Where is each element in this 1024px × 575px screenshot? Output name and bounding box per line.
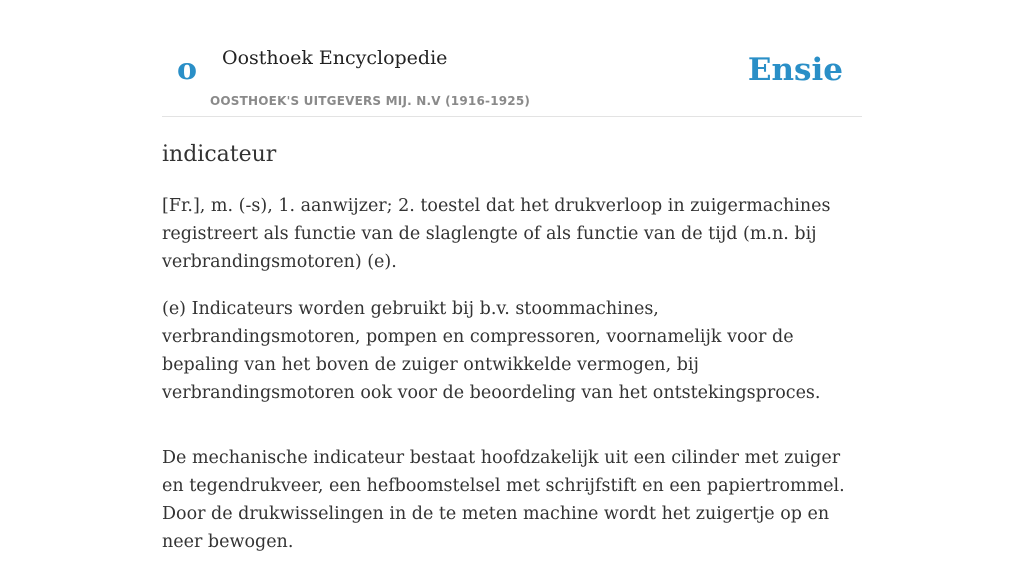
- brand-logo[interactable]: Ensie: [747, 52, 843, 88]
- page-title: indicateur: [162, 142, 277, 167]
- source-logo[interactable]: o: [177, 52, 198, 87]
- source-title[interactable]: Oosthoek Encyclopedie: [222, 47, 448, 69]
- source-subtitle: OOSTHOEK'S UITGEVERS MIJ. N.V (1916-1925): [210, 94, 531, 108]
- body-paragraph: (e) Indicateurs worden gebruikt bij b.v. stoommachines, verbrandingsmotoren, pompen en compressoren, voornamelijk voor de bepaling van het boven de zuiger ontwikkelde vermogen, bij verbrandingsmotoren ook voor de beoordeling van het ontstekingsproces.: [162, 299, 821, 403]
- article-page: [162, 0, 862, 575]
- source-header: [162, 0, 862, 117]
- body-paragraph: De mechanische indicateur bestaat hoofdzakelijk uit een cilinder met zuiger en tegendrukveer, een hefboomstelsel met schrijfstift en een papiertrommel. Door de drukwisselingen in de te meten machine wordt het zuigertje op en neer bewogen.: [162, 448, 845, 552]
- definition-paragraph: [Fr.], m. (-s), 1. aanwijzer; 2. toestel dat het drukverloop in zuigermachines registreert als functie van de slaglengte of als functie van de tijd (m.n. bij verbrandingsmotoren) (e).: [162, 196, 831, 272]
- article-body: [162, 192, 862, 556]
